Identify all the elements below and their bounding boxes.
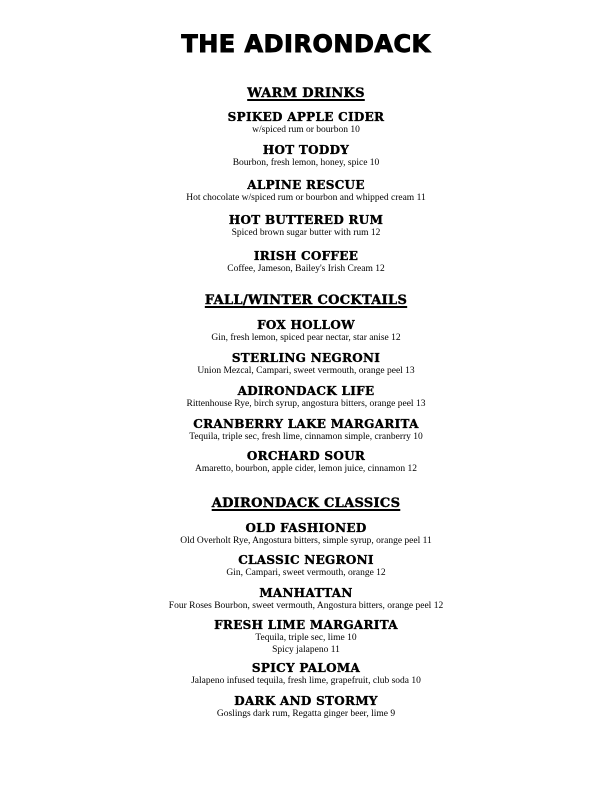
menu-item bbox=[0, 694, 612, 720]
item-description: w/spiced rum or bourbon 10 bbox=[252, 125, 360, 135]
menu-item bbox=[0, 521, 612, 547]
item-name: DARK AND STORMY bbox=[234, 694, 378, 708]
item-description-extra: Spicy jalapeno 11 bbox=[272, 645, 340, 655]
item-description: Tequila, triple sec, lime 10 bbox=[255, 633, 357, 643]
item-name: FRESH LIME MARGARITA bbox=[214, 618, 398, 632]
item-description: Amaretto, bourbon, apple cider, lemon juice, cinnamon 12 bbox=[194, 464, 417, 474]
item-name: OLD FASHIONED bbox=[245, 521, 367, 535]
item-description: Rittenhouse Rye, birch syrup, angostura bitters, orange peel 13 bbox=[186, 399, 426, 409]
section-heading-adirondack-classics: ADIRONDACK CLASSICS bbox=[211, 496, 401, 511]
menu-item bbox=[0, 318, 612, 344]
section-heading-warm-drinks: WARM DRINKS bbox=[247, 86, 365, 101]
item-description: Gin, fresh lemon, spiced pear nectar, star anise 12 bbox=[211, 333, 401, 343]
menu-title: THE ADIRONDACK bbox=[181, 30, 431, 58]
menu-item bbox=[0, 110, 612, 136]
item-name: IRISH COFFEE bbox=[253, 249, 359, 263]
menu-item bbox=[0, 449, 612, 475]
item-description: Union Mezcal, Campari, sweet vermouth, orange peel 13 bbox=[197, 366, 415, 376]
item-description: Jalapeno infused tequila, fresh lime, grapefruit, club soda 10 bbox=[191, 676, 421, 686]
menu-item bbox=[0, 249, 612, 275]
item-name: ORCHARD SOUR bbox=[246, 449, 366, 463]
item-name: STERLING NEGRONI bbox=[231, 351, 381, 365]
item-name: SPICY PALOMA bbox=[251, 661, 361, 675]
section-heading-fall-winter-cocktails: FALL/WINTER COCKTAILS bbox=[204, 293, 408, 308]
item-description: Four Roses Bourbon, sweet vermouth, Angostura bitters, orange peel 12 bbox=[168, 601, 444, 611]
item-name: ADIRONDACK LIFE bbox=[237, 384, 375, 398]
item-name: SPIKED APPLE CIDER bbox=[227, 110, 385, 124]
item-description: Spiced brown sugar butter with rum 12 bbox=[231, 228, 381, 238]
item-description: Goslings dark rum, Regatta ginger beer, lime 9 bbox=[216, 709, 396, 719]
item-description: Tequila, triple sec, fresh lime, cinnamon simple, cranberry 10 bbox=[189, 432, 423, 442]
menu-item bbox=[0, 213, 612, 239]
item-name: ALPINE RESCUE bbox=[247, 178, 365, 192]
item-name: HOT TODDY bbox=[262, 143, 350, 157]
menu-item bbox=[0, 618, 612, 656]
item-description: Coffee, Jameson, Bailey's Irish Cream 12 bbox=[227, 264, 385, 274]
menu-item bbox=[0, 417, 612, 443]
menu-item bbox=[0, 178, 612, 204]
menu-item bbox=[0, 143, 612, 169]
item-description: Hot chocolate w/spiced rum or bourbon and whipped cream 11 bbox=[186, 193, 426, 203]
menu-item bbox=[0, 351, 612, 377]
item-name: HOT BUTTERED RUM bbox=[228, 213, 384, 227]
item-name: CLASSIC NEGRONI bbox=[238, 553, 374, 567]
item-name: MANHATTAN bbox=[259, 586, 353, 600]
item-name: FOX HOLLOW bbox=[257, 318, 355, 332]
item-description: Bourbon, fresh lemon, honey, spice 10 bbox=[232, 158, 380, 168]
menu-item bbox=[0, 661, 612, 687]
menu-item bbox=[0, 553, 612, 579]
item-name: CRANBERRY LAKE MARGARITA bbox=[193, 417, 419, 431]
item-description: Old Overholt Rye, Angostura bitters, simple syrup, orange peel 11 bbox=[180, 536, 432, 546]
item-description: Gin, Campari, sweet vermouth, orange 12 bbox=[226, 568, 386, 578]
menu-item bbox=[0, 586, 612, 612]
menu-item bbox=[0, 384, 612, 410]
